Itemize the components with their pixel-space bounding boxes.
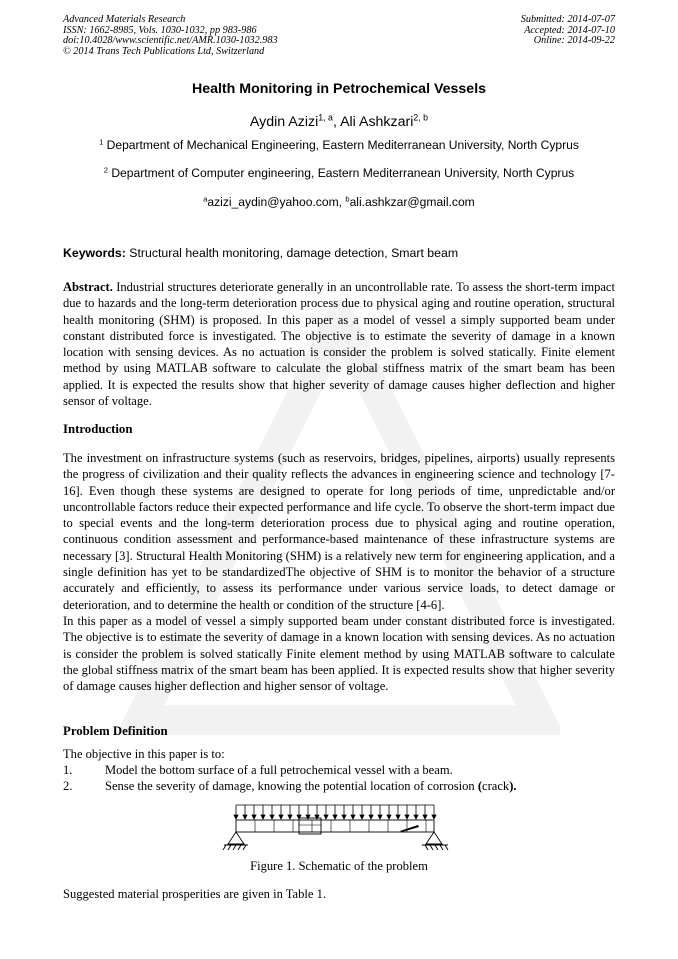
submitted-date: Submitted: 2014-07-07 [520,14,615,25]
load-arrowhead [423,815,427,819]
journal-info [63,15,278,57]
load-arrowhead [243,815,247,819]
load-arrowhead [261,815,265,819]
keywords-text: Structural health monitoring, damage detection, Smart beam [125,246,459,260]
email-a-sup: a [203,194,208,204]
objective-text: The objective in this paper is to: [63,747,225,761]
list-item-bold-paren: ( [477,779,483,793]
list-item-number: 2. [63,779,73,793]
load-arrowhead [279,815,283,819]
abstract-label: Abstract. [63,280,113,294]
author-2: Ali Ashkzari [340,114,414,130]
load-arrowhead [342,815,346,819]
author-line [0,114,678,130]
abstract-text: Industrial structures deteriorate generally in an uncontrollable rate. To assess the short-term impact due to hazards and the long-term deterioration process due to physical aging and routine operation, structural health monitoring (SHM) is proposed. In this paper as a model of vessel a simply supported beam under constant distributed force is investigated. The objective is to estimate the severity of damage in a known location with sensing devices. As no actuation is consider the problem is solved statically. Finite element method by using MATLAB software to calculate the global stiffness matrix of the smart beam has been applied. It is expected the results show that higher severity of damage causes higher deflection and higher sensor of voltage. [63,280,615,409]
crack-mark [400,825,419,832]
introduction-heading: Introduction [63,422,133,436]
load-arrowhead [378,815,382,819]
author-separator: , [332,114,341,130]
load-arrowhead [288,815,292,819]
beam-schematic-figure [222,803,462,855]
load-arrowhead [369,815,373,819]
load-arrowhead [396,815,400,819]
online-date: Online: 2014-09-22 [533,35,615,47]
load-arrowhead [234,815,238,819]
load-arrowhead [360,815,364,819]
list-item [63,763,453,778]
affiliation-2-sup: 2 [103,165,108,175]
email-b-sup: b [345,194,350,204]
email-a[interactable]: azizi_aydin@yahoo.com [207,195,339,209]
right-support [422,832,448,850]
keywords-label: Keywords: [63,246,126,260]
abstract [63,279,615,409]
journal-doi: doi:10.4028/www.scientific.net/AMR.1030-1032.983 [63,35,278,47]
affiliation-1-text: Department of Mechanical Engineering, Eastern Mediterranean University, North Cyprus [106,138,579,152]
author-1-sup: 1, a [318,112,333,123]
load-arrowhead [432,815,436,819]
journal-issn: ISSN: 1662-8985, Vols. 1030-1032, pp 983-986 [63,24,257,36]
distributed-load-arrows [234,805,436,819]
load-arrowhead [414,815,418,819]
left-support [223,832,248,850]
list-item [63,779,517,794]
list-item-crack: crack [482,779,510,793]
email-line [0,195,678,209]
load-arrowhead [387,815,391,819]
problem-definition-heading: Problem Definition [63,724,168,738]
affiliation-2-text: Department of Computer engineering, Eastern Mediterranean University, North Cyprus [111,166,575,180]
affiliation-1 [0,138,678,152]
author-1: Aydin Azizi [249,114,319,130]
list-item-text: Sense the severity of damage, knowing the potential location of corrosion [105,779,478,793]
accepted-date: Accepted: 2014-07-10 [524,24,615,36]
author-2-sup: 2, b [413,112,429,123]
load-arrowhead [333,815,337,819]
load-arrowhead [252,815,256,819]
figure-caption: Figure 1. Schematic of the problem [250,859,428,873]
keywords [63,246,458,260]
affiliation-1-sup: 1 [99,137,104,147]
suggested-materials-text: Suggested material prosperities are given in Table 1. [63,887,326,901]
load-arrowhead [351,815,355,819]
load-arrowhead [324,815,328,819]
email-separator: , [338,195,346,209]
load-arrowhead [405,815,409,819]
list-item-text: Model the bottom surface of a full petrochemical vessel with a beam. [105,763,453,777]
beam-elements [255,820,426,832]
load-arrowhead [270,815,274,819]
list-item-bold-end: ). [509,779,517,793]
paper-title: Health Monitoring in Petrochemical Vessels [191,81,487,97]
publication-dates [521,15,615,47]
introduction-paragraph-2: In this paper as a model of vessel a simply supported beam under constant distributed force is investigated. The objective is to estimate the severity of damage in a known location with sensing devices. As no actuation is consider the problem is solved statically Finite element method by using MATLAB software to calculate the global stiffness matrix of the smart beam has been applied. It is expected results show that higher severity of damage causes higher deflection and higher sensor of voltage. [63,613,615,694]
journal-name: Advanced Materials Research [63,14,186,25]
email-b[interactable]: ali.ashkzar@gmail.com [349,195,475,209]
affiliation-2 [0,166,678,180]
list-item-number: 1. [63,763,73,777]
introduction-body [63,450,615,694]
introduction-paragraph-1: The investment on infrastructure systems (such as reservoirs, bridges, pipelines, airports) usually represents the progress of civilization and their quality reflects the advances in engineering science and technology [7-16]. Even though these systems are designed to operate for long periods of time, unpredictable and/or uncontrollable factors reduce their expected performance and life cycle. To observe the short-term impact due to special events and the long-term deterioration process due to physical aging and routine operation, continuous condition assessment and performance-based maintenance of these infrastructure systems are necessary [3]. Structural Health Monitoring (SHM) is a relatively new term for engineering application, and a single definition has yet to be standardizedThe objective of SHM is to monitor the behavior of a structure accurately and efficiently, to assess its performance under various service loads, to detect damage or deterioration, and to determine the health or condition of the structure [4-6]. [63,451,615,612]
journal-copyright: © 2014 Trans Tech Publications Ltd, Switzerland [63,45,265,57]
